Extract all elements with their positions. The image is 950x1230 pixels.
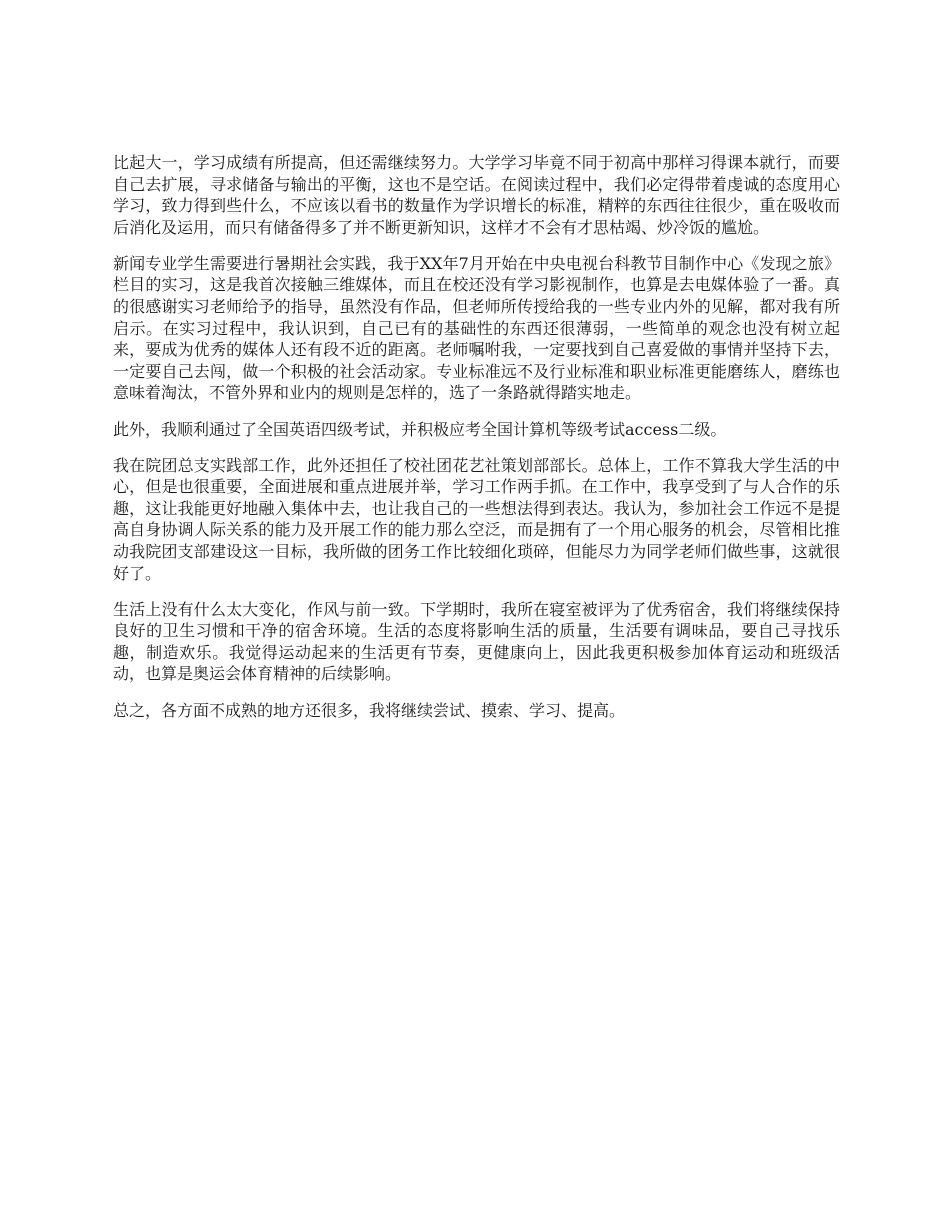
paragraph-life: 生活上没有什么太大变化，作风与前一致。下学期时，我所在寝室被评为了优秀宿舍，我们将继续保持良好的卫生习惯和干净的宿舍环境。生活的态度将影响生活的质量，生活要有调味品，要自己寻找乐趣，制造欢乐。我觉得运动起来的生活更有节奏，更健康向上，因此我更积极参加体育运动和班级活动，也算是奥运会体育精神的后续影响。	[113, 599, 840, 684]
paragraph-academic: 比起大一，学习成绩有所提高，但还需继续努力。大学学习毕竟不同于初高中那样习得课本就行，而要自己去扩展，寻求储备与输出的平衡，这也不是空话。在阅读过程中，我们必定得带着虔诚的态度用心学习，致力得到些什么，不应该以看书的数量作为学识增长的标准，精粹的东西往往很少，重在吸收而后消化及运用，而只有储备得多了并不断更新知识，这样才不会有才思枯竭、炒冷饭的尴尬。	[113, 153, 840, 237]
paragraph-conclusion: 总之，各方面不成熟的地方还很多，我将继续尝试、摸索、学习、提高。	[113, 700, 626, 720]
document-page	[113, 152, 840, 736]
paragraph-exams: 此外，我顺利通过了全国英语四级考试，并积极应考全国计算机等级考试access二级。	[113, 419, 727, 439]
paragraph-student-work: 我在院团总支实践部工作，此外还担任了校社团花艺社策划部部长。总体上，工作不算我大学生活的中心，但是也很重要，全面进展和重点进展并举，学习工作两手抓。在工作中，我享受到了与人合作的乐趣，这让我能更好地融入集体中去，也让我自己的一些想法得到表达。我认为，参加社会工作远不是提高自身协调人际关系的能力及开展工作的能力那么空泛，而是拥有了一个用心服务的机会，尽管相比推动我院团支部建设这一目标，我所做的团务工作比较细化琐碎，但能尽力为同学老师们做些事，这就很好了。	[113, 455, 840, 583]
paragraph-internship: 新闻专业学生需要进行暑期社会实践，我于XX年7月开始在中央电视台科教节目制作中心《发现之旅》栏目的实习，这是我首次接触三维媒体，而且在校还没有学习影视制作，也算是去电媒体验了一番。真的很感谢实习老师给予的指导，虽然没有作品，但老师所传授给我的一些专业内外的见解，都对我有所启示。在实习过程中，我认识到，自己已有的基础性的东西还很薄弱，一些简单的观念也没有树立起来，要成为优秀的媒体人还有段不近的距离。老师嘱咐我，一定要找到自己喜爱做的事情并坚持下去，一定要自己去闯，做一个积极的社会活动家。专业标准远不及行业标准和职业标准更能磨练人，磨练也意味着淘汰，不管外界和业内的规则是怎样的，选了一条路就得踏实地走。	[113, 253, 840, 403]
